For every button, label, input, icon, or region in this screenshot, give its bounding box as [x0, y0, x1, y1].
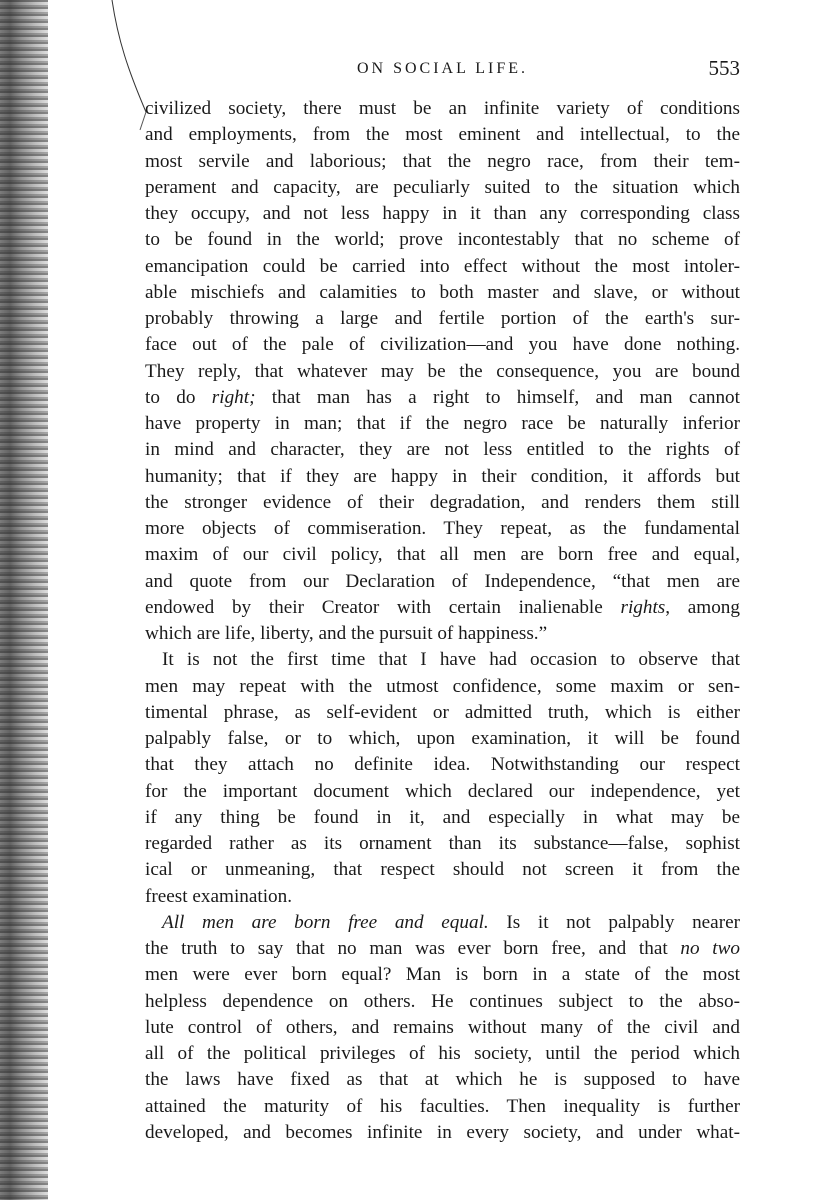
text-line	[145, 726, 740, 752]
text-segment: that they attach no definite idea. Notwithstanding our respect	[145, 754, 740, 776]
text-segment: , among	[665, 596, 740, 618]
text-line	[145, 569, 740, 595]
text-segment: men were ever born equal? Man is born in a state of the most	[145, 964, 740, 986]
text-line	[145, 1067, 740, 1093]
text-line	[145, 332, 740, 358]
text-segment: and quote from our Declaration of Independence, “that men are	[145, 570, 740, 592]
page-body-text	[145, 96, 740, 1146]
text-segment: humanity; that if they are happy in their condition, it affords but	[145, 465, 740, 487]
text-line	[145, 149, 740, 175]
italic-text: no two	[680, 938, 740, 959]
text-line	[145, 280, 740, 306]
text-segment: maxim of our civil policy, that all men are born free and equal,	[145, 544, 740, 566]
text-line	[145, 122, 740, 148]
page-header	[145, 56, 740, 86]
text-segment: all of the political privileges of his society, until the period which	[145, 1043, 740, 1064]
text-line	[145, 647, 740, 673]
text-line	[145, 175, 740, 201]
text-line	[145, 411, 740, 437]
text-segment: to be found in the world; prove incontestably that no scheme of	[145, 229, 740, 251]
text-segment: to do	[145, 386, 212, 408]
text-segment: palpably false, or to which, upon examination, it will be found	[145, 728, 740, 749]
text-segment: endowed by their Creator with certain inalienable	[145, 596, 621, 618]
text-line	[145, 595, 740, 621]
text-line	[145, 385, 740, 411]
text-segment: in mind and character, they are not less entitled to the rights of	[145, 439, 740, 461]
text-segment: lute control of others, and remains without many of the civil and	[145, 1016, 740, 1038]
text-segment: Is it not palpably nearer	[488, 911, 740, 933]
italic-text: right;	[211, 386, 256, 408]
italic-text: rights	[620, 596, 666, 618]
text-segment: It is not the first time that I have had occasion to observe that	[162, 649, 740, 671]
text-segment: if any thing be found in it, and especially in what may be	[145, 806, 740, 828]
text-segment: emancipation could be carried into effect without the most intoler-	[145, 255, 740, 277]
text-segment: face out of the pale of civilization—and you have done nothing.	[145, 334, 740, 356]
text-segment: have property in man; that if the negro race be naturally inferior	[145, 413, 740, 434]
text-segment: the laws have fixed as that at which he is supposed to have	[145, 1069, 740, 1091]
text-line	[145, 201, 740, 227]
text-segment: which are life, liberty, and the pursuit of happiness.”	[145, 623, 548, 644]
text-line	[145, 1094, 740, 1120]
text-segment: and employments, from the most eminent and intellectual, to the	[145, 124, 740, 146]
running-title: ON SOCIAL LIFE.	[356, 60, 529, 77]
text-line	[145, 674, 740, 700]
text-line	[145, 96, 740, 122]
text-segment: able mischiefs and calamities to both master and slave, or without	[145, 281, 740, 303]
text-segment: ical or unmeaning, that respect should not screen it from the	[145, 859, 740, 881]
text-line	[145, 1120, 740, 1146]
text-segment: developed, and becomes infinite in every society, and under what-	[145, 1121, 740, 1143]
text-line	[145, 621, 740, 647]
text-segment: freest examination.	[145, 885, 293, 907]
text-segment: helpless dependence on others. He continues subject to the abso-	[145, 990, 740, 1012]
text-segment: the truth to say that no man was ever born free, and that	[145, 938, 681, 959]
text-line	[145, 306, 740, 332]
text-segment: that man has a right to himself, and man cannot	[255, 386, 740, 408]
text-line	[145, 752, 740, 778]
text-line	[145, 831, 740, 857]
text-line	[145, 542, 740, 568]
text-segment: timental phrase, as self-evident or admitted truth, which is either	[145, 701, 740, 723]
text-segment: perament and capacity, are peculiarly suited to the situation which	[145, 176, 740, 198]
text-line	[145, 437, 740, 463]
text-line	[145, 1015, 740, 1041]
text-line	[145, 490, 740, 516]
text-line	[145, 989, 740, 1015]
text-line	[145, 1041, 740, 1067]
text-line	[145, 464, 740, 490]
italic-text: All men are born free and equal.	[162, 911, 489, 933]
text-line	[145, 910, 740, 936]
text-segment: probably throwing a large and fertile portion of the earth's sur-	[145, 308, 740, 329]
text-line	[145, 779, 740, 805]
text-segment: most servile and laborious; that the negro race, from their tem-	[145, 150, 740, 172]
text-segment: the stronger evidence of their degradation, and renders them still	[145, 491, 740, 513]
text-line	[145, 857, 740, 883]
text-segment: civilized society, there must be an infinite variety of conditions	[145, 98, 740, 119]
text-line	[145, 359, 740, 385]
text-segment: men may repeat with the utmost confidence, some maxim or sen-	[145, 675, 740, 697]
text-segment: for the important document which declared our independence, yet	[145, 780, 740, 802]
text-segment: they occupy, and not less happy in it than any corresponding class	[145, 203, 740, 224]
text-line	[145, 805, 740, 831]
text-line	[145, 884, 740, 910]
text-segment: more objects of commiseration. They repeat, as the fundamental	[145, 518, 740, 539]
text-line	[145, 227, 740, 253]
text-segment: They reply, that whatever may be the consequence, you are bound	[145, 360, 740, 382]
text-segment: regarded rather as its ornament than its substance—false, sophist	[145, 833, 740, 854]
text-line	[145, 254, 740, 280]
text-line	[145, 936, 740, 962]
text-line	[145, 516, 740, 542]
text-line	[145, 962, 740, 988]
page-number: 553	[708, 56, 740, 80]
text-line	[145, 700, 740, 726]
text-segment: attained the maturity of his faculties. Then inequality is further	[145, 1095, 740, 1117]
